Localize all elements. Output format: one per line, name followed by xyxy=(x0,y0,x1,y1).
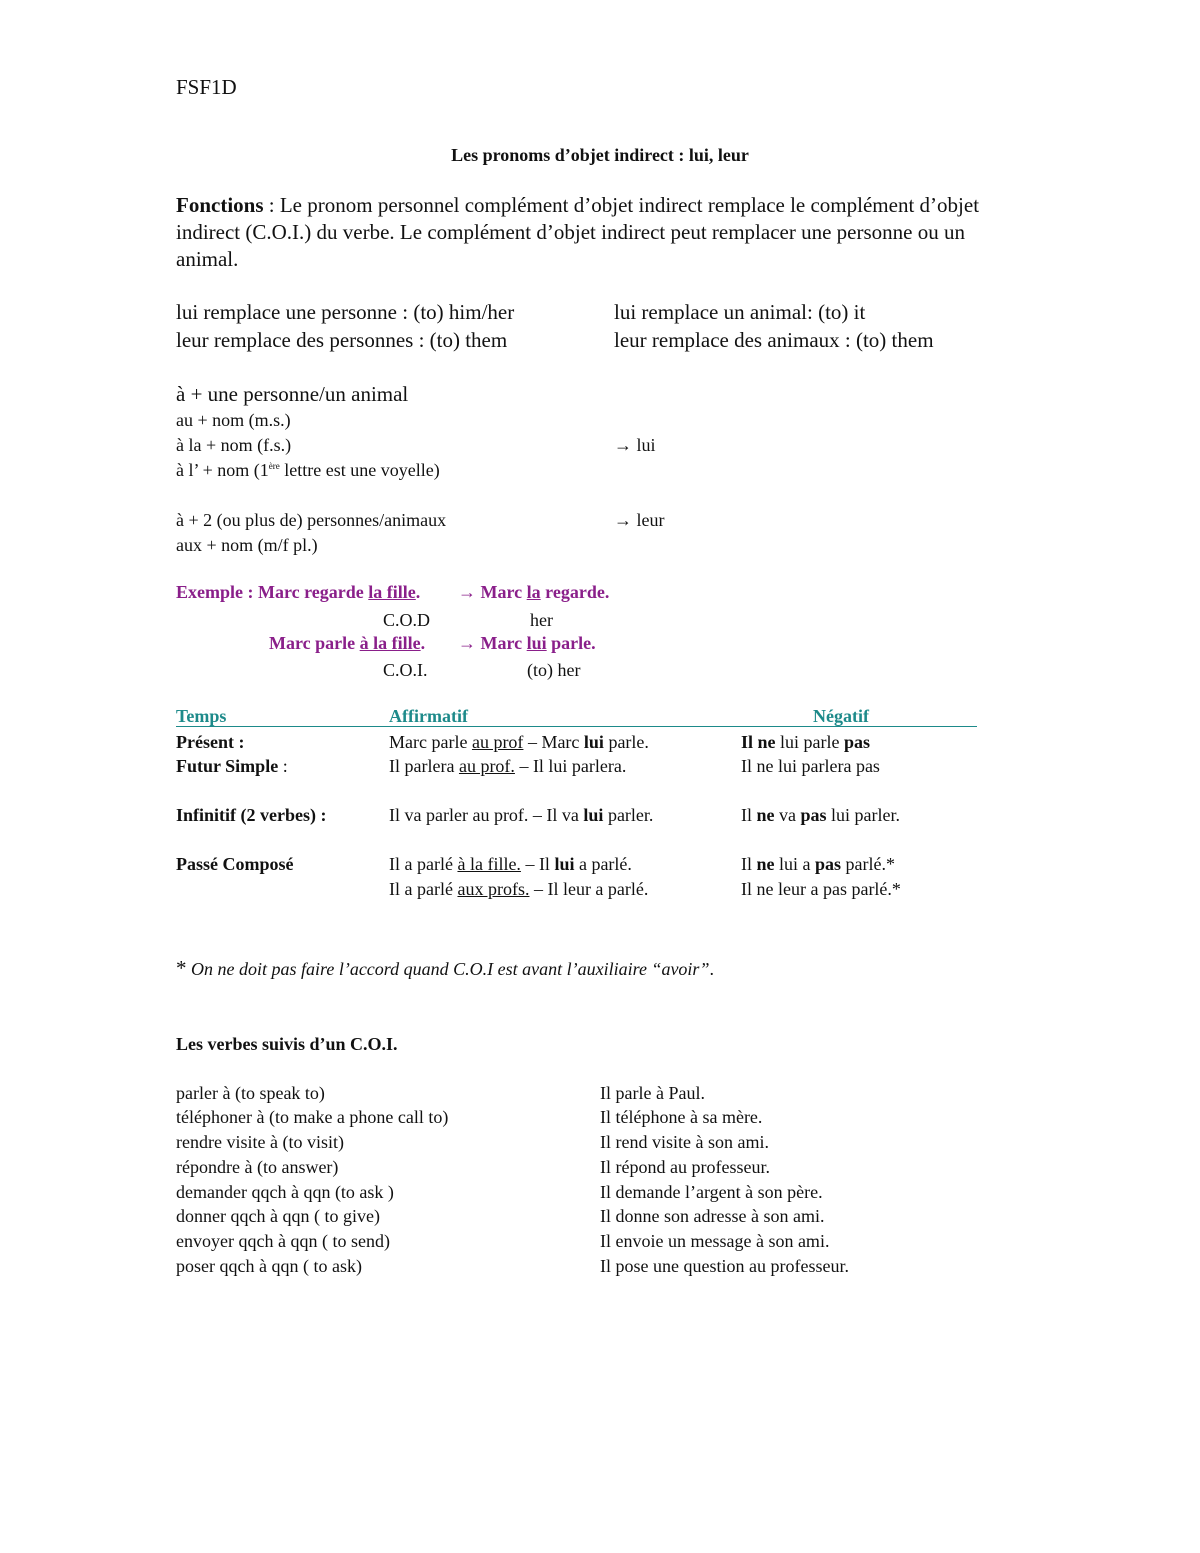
verb-example: Il envoie un message à son ami. xyxy=(600,1231,830,1251)
verb-example: Il répond au professeur. xyxy=(600,1157,770,1177)
accord-note: * On ne doit pas faire l’accord quand C.O.I est avant l’auxiliaire “avoir”. xyxy=(176,956,714,980)
verb-example: Il rend visite à son ami. xyxy=(600,1132,769,1152)
leur-animaux: leur remplace des animaux : (to) them xyxy=(614,328,934,352)
rule-personne: à + une personne/un animal xyxy=(176,382,409,406)
row-present-label: Présent : xyxy=(176,732,245,752)
verb-example: Il demande l’argent à son père. xyxy=(600,1182,823,1202)
row-passe-label: Passé Composé xyxy=(176,854,294,874)
header-temps: Temps xyxy=(176,706,227,726)
verb-item: donner qqch à qqn ( to give) xyxy=(176,1206,380,1226)
cod-label: C.O.D xyxy=(383,610,431,630)
rule-aux: aux + nom (m/f pl.) xyxy=(176,535,318,555)
verb-item: rendre visite à (to visit) xyxy=(176,1132,344,1152)
row-futur-negatif: Il ne lui parlera pas xyxy=(741,756,880,776)
example-1: Exemple : Marc regarde la fille. xyxy=(176,582,421,602)
superscript-ere: ère xyxy=(268,461,280,471)
verb-item: demander qqch à qqn (to ask ) xyxy=(176,1182,394,1202)
example-1-result: → Marc la regarde. xyxy=(458,582,610,602)
lui-personne: lui remplace une personne : (to) him/her xyxy=(176,300,515,324)
verb-item: téléphoner à (to make a phone call to) xyxy=(176,1107,449,1127)
fonctions-paragraph xyxy=(176,192,1026,273)
coi-label: C.O.I. xyxy=(383,660,428,680)
verb-item: envoyer qqch à qqn ( to send) xyxy=(176,1231,390,1251)
row-infinitif-negatif: Il ne va pas lui parler. xyxy=(741,805,900,825)
row-futur-label: Futur Simple : xyxy=(176,756,288,776)
arrow-lui: → lui xyxy=(614,435,656,455)
row-present-affirmatif: Marc parle au prof – Marc lui parle. xyxy=(389,732,649,752)
verb-item: parler à (to speak to) xyxy=(176,1083,325,1103)
arrow-leur: → leur xyxy=(614,510,665,530)
fonctions-label: Fonctions xyxy=(176,193,264,217)
note-star: * xyxy=(176,956,187,980)
rule-a-la: à la + nom (f.s.) xyxy=(176,435,292,455)
row-passe-affirmatif-2: Il a parlé aux profs. – Il leur a parlé. xyxy=(389,879,649,899)
rule-a-2: à + 2 (ou plus de) personnes/animaux xyxy=(176,510,447,530)
row-present-negatif: Il ne lui parle pas xyxy=(741,732,871,752)
verbs-title: Les verbes suivis d’un C.O.I. xyxy=(176,1034,398,1054)
cod-translation: her xyxy=(530,610,553,630)
row-passe-affirmatif-1: Il a parlé à la fille. – Il lui a parlé. xyxy=(389,854,632,874)
header-affirmatif: Affirmatif xyxy=(389,706,468,726)
row-futur-affirmatif: Il parlera au prof. – Il lui parlera. xyxy=(389,756,627,776)
verb-example: Il donne son adresse à son ami. xyxy=(600,1206,825,1226)
page-title: Les pronoms d’objet indirect : lui, leur xyxy=(451,145,749,165)
header-negatif: Négatif xyxy=(813,706,869,726)
fonctions-text: : Le pronom personnel complément d’objet indirect remplace le complément d’objet indirect (C.O.I.) du verbe. Le complément d’objet indirect peut remplacer une personne ou un animal. xyxy=(176,193,980,271)
leur-personnes: leur remplace des personnes : (to) them xyxy=(176,328,508,352)
row-passe-negatif-2: Il ne leur a pas parlé.* xyxy=(741,879,901,899)
row-infinitif-affirmatif: Il va parler au prof. – Il va lui parler. xyxy=(389,805,654,825)
rule-au: au + nom (m.s.) xyxy=(176,410,291,430)
table-header-underline xyxy=(176,726,977,727)
row-passe-negatif-1: Il ne lui a pas parlé.* xyxy=(741,854,895,874)
course-code: FSF1D xyxy=(176,75,237,99)
verb-example: Il pose une question au professeur. xyxy=(600,1256,849,1276)
lui-animal: lui remplace un animal: (to) it xyxy=(614,300,866,324)
rule-a-l: à l’ + nom (1ère lettre est une voyelle) xyxy=(176,460,440,480)
row-infinitif-label: Infinitif (2 verbes) : xyxy=(176,805,327,825)
coi-translation: (to) her xyxy=(527,660,581,680)
verb-example: Il téléphone à sa mère. xyxy=(600,1107,763,1127)
example-2: Marc parle à la fille. xyxy=(269,633,426,653)
verb-example: Il parle à Paul. xyxy=(600,1083,705,1103)
verb-item: répondre à (to answer) xyxy=(176,1157,339,1177)
note-text: On ne doit pas faire l’accord quand C.O.I est avant l’auxiliaire “avoir” xyxy=(186,959,710,979)
verb-item: poser qqch à qqn ( to ask) xyxy=(176,1256,362,1276)
example-2-result: → Marc lui parle. xyxy=(458,633,596,653)
